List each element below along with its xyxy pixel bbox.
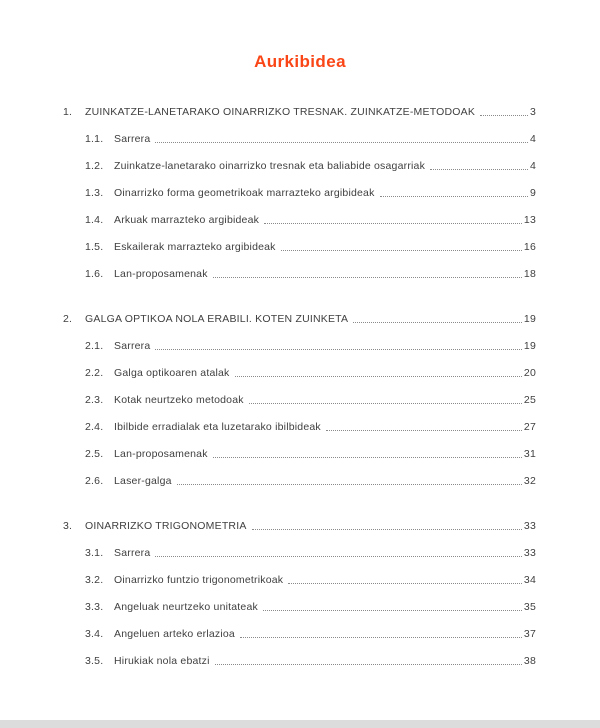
toc-entry-page: 35 bbox=[523, 601, 536, 613]
page-title: Aurkibidea bbox=[254, 52, 346, 71]
toc-entry-label: GALGA OPTIKOA NOLA ERABILI. KOTEN ZUINKETA bbox=[85, 313, 349, 325]
toc-entry-number: 2.3. bbox=[85, 394, 104, 406]
toc-list bbox=[0, 98, 600, 674]
toc-entry-label: Angeluak neurtzeko unitateak bbox=[114, 601, 258, 613]
toc-entry-label: OINARRIZKO TRIGONOMETRIA bbox=[85, 520, 247, 532]
toc-entry[interactable] bbox=[0, 512, 600, 539]
page-bottom-edge bbox=[0, 720, 600, 728]
toc-entry-number: 2.6. bbox=[85, 475, 104, 487]
toc-entry-number: 3.3. bbox=[85, 601, 104, 613]
toc-entry-number: 2.4. bbox=[85, 421, 104, 433]
toc-dot-leader bbox=[213, 457, 522, 458]
toc-entry-label: Hirukiak nola ebatzi bbox=[114, 655, 210, 667]
toc-dot-leader bbox=[215, 664, 522, 665]
toc-entry[interactable] bbox=[0, 98, 600, 125]
toc-dot-leader bbox=[353, 322, 522, 323]
toc-entry-label: Laser-galga bbox=[114, 475, 172, 487]
toc-entry-page: 38 bbox=[523, 655, 536, 667]
toc-entry-page: 18 bbox=[523, 268, 536, 280]
toc-entry-number: 3.5. bbox=[85, 655, 104, 667]
toc-entry-label: Eskailerak marrazteko argibideak bbox=[114, 241, 276, 253]
toc-entry[interactable] bbox=[0, 539, 600, 566]
toc-entry-number: 3.1. bbox=[85, 547, 104, 559]
toc-entry-label: Oinarrizko funtzio trigonometrikoak bbox=[114, 574, 284, 586]
toc-entry[interactable] bbox=[0, 305, 600, 332]
toc-entry-page: 27 bbox=[523, 421, 536, 433]
toc-entry-number: 3.4. bbox=[85, 628, 104, 640]
toc-entry-number: 1.2. bbox=[85, 160, 104, 172]
toc-entry-page: 34 bbox=[523, 574, 536, 586]
toc-entry-page: 4 bbox=[529, 160, 536, 172]
toc-dot-leader bbox=[252, 529, 522, 530]
toc-entry[interactable] bbox=[0, 233, 600, 260]
toc-entry-page: 33 bbox=[523, 520, 536, 532]
toc-entry[interactable] bbox=[0, 260, 600, 287]
toc-entry-page: 20 bbox=[523, 367, 536, 379]
toc-entry-number: 2. bbox=[63, 313, 73, 325]
toc-entry[interactable] bbox=[0, 179, 600, 206]
toc-dot-leader bbox=[281, 250, 522, 251]
toc-dot-leader bbox=[177, 484, 522, 485]
toc-entry-label: Oinarrizko forma geometrikoak marrazteko argibideak bbox=[114, 187, 375, 199]
toc-entry-number: 1. bbox=[63, 106, 73, 118]
toc-entry[interactable] bbox=[0, 332, 600, 359]
toc-entry-number: 3.2. bbox=[85, 574, 104, 586]
toc-entry-label: Lan-proposamenak bbox=[114, 268, 208, 280]
toc-entry[interactable] bbox=[0, 440, 600, 467]
toc-entry[interactable] bbox=[0, 206, 600, 233]
toc-dot-leader bbox=[235, 376, 522, 377]
toc-entry-number: 2.1. bbox=[85, 340, 104, 352]
toc-dot-leader bbox=[155, 556, 521, 557]
toc-entry-page: 13 bbox=[523, 214, 536, 226]
toc-entry-number: 1.5. bbox=[85, 241, 104, 253]
toc-entry-label: Lan-proposamenak bbox=[114, 448, 208, 460]
toc-entry-page: 19 bbox=[523, 340, 536, 352]
toc-entry-page: 31 bbox=[523, 448, 536, 460]
toc-entry-label: Arkuak marrazteko argibideak bbox=[114, 214, 260, 226]
toc-dot-leader bbox=[264, 223, 522, 224]
toc-dot-leader bbox=[249, 403, 522, 404]
toc-entry-page: 25 bbox=[523, 394, 536, 406]
toc-entry-number: 1.4. bbox=[85, 214, 104, 226]
toc-entry-page: 33 bbox=[523, 547, 536, 559]
toc-entry-number: 1.1. bbox=[85, 133, 104, 145]
toc-entry-page: 19 bbox=[523, 313, 536, 325]
toc-dot-leader bbox=[155, 142, 528, 143]
toc-entry-page: 4 bbox=[529, 133, 536, 145]
toc-entry[interactable] bbox=[0, 413, 600, 440]
toc-entry-page: 3 bbox=[529, 106, 536, 118]
toc-dot-leader bbox=[288, 583, 522, 584]
toc-entry-page: 16 bbox=[523, 241, 536, 253]
toc-entry-label: Sarrera bbox=[114, 133, 151, 145]
toc-entry[interactable] bbox=[0, 152, 600, 179]
toc-entry-label: ZUINKATZE-LANETARAKO OINARRIZKO TRESNAK. ZUINKATZE-METODOAK bbox=[85, 106, 476, 118]
toc-entry-number: 2.2. bbox=[85, 367, 104, 379]
toc-entry[interactable] bbox=[0, 647, 600, 674]
toc-entry-label: Sarrera bbox=[114, 340, 151, 352]
toc-dot-leader bbox=[155, 349, 521, 350]
toc-entry-number: 2.5. bbox=[85, 448, 104, 460]
toc-entry-page: 32 bbox=[523, 475, 536, 487]
toc-entry[interactable] bbox=[0, 386, 600, 413]
toc-entry[interactable] bbox=[0, 566, 600, 593]
toc-entry-label: Kotak neurtzeko metodoak bbox=[114, 394, 244, 406]
toc-entry[interactable] bbox=[0, 359, 600, 386]
toc-dot-leader bbox=[380, 196, 528, 197]
toc-entry-number: 3. bbox=[63, 520, 73, 532]
toc-dot-leader bbox=[263, 610, 522, 611]
toc-entry[interactable] bbox=[0, 467, 600, 494]
toc-entry[interactable] bbox=[0, 593, 600, 620]
toc-entry[interactable] bbox=[0, 125, 600, 152]
toc-dot-leader bbox=[213, 277, 522, 278]
toc-dot-leader bbox=[480, 115, 528, 116]
toc-dot-leader bbox=[430, 169, 528, 170]
toc-entry-label: Galga optikoaren atalak bbox=[114, 367, 230, 379]
toc-dot-leader bbox=[240, 637, 522, 638]
toc-entry[interactable] bbox=[0, 620, 600, 647]
toc-entry-page: 37 bbox=[523, 628, 536, 640]
toc-entry-number: 1.3. bbox=[85, 187, 104, 199]
toc-entry-number: 1.6. bbox=[85, 268, 104, 280]
toc-entry-page: 9 bbox=[529, 187, 536, 199]
toc-entry-label: Sarrera bbox=[114, 547, 151, 559]
toc-entry-label: Zuinkatze-lanetarako oinarrizko tresnak eta baliabide osagarriak bbox=[114, 160, 426, 172]
toc-entry-label: Angeluen arteko erlazioa bbox=[114, 628, 235, 640]
toc-dot-leader bbox=[326, 430, 522, 431]
toc-entry-label: Ibilbide erradialak eta luzetarako ibilbideak bbox=[114, 421, 321, 433]
